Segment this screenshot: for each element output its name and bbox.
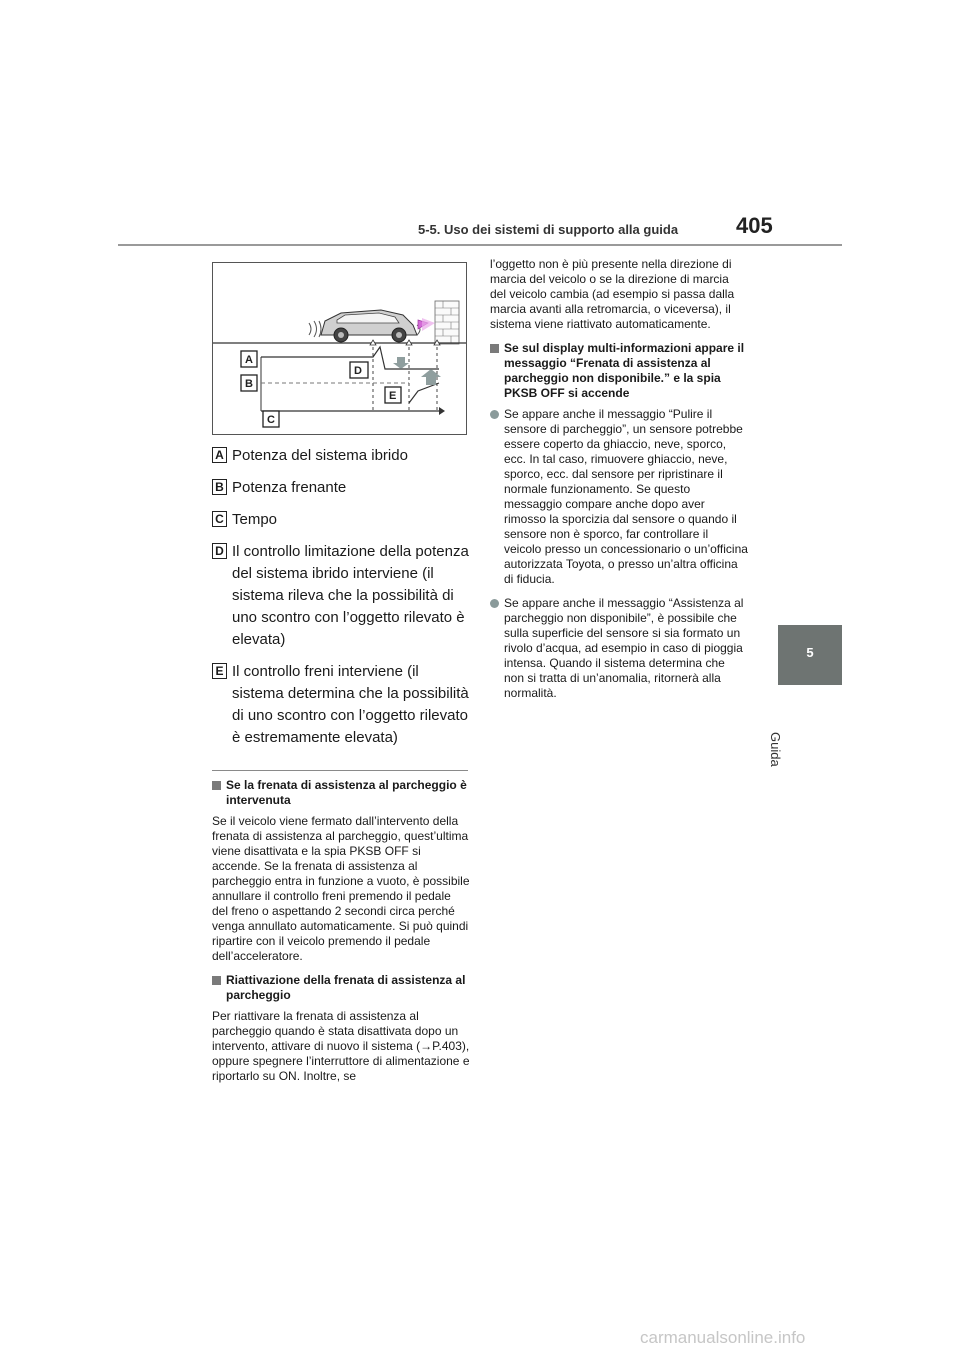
legend-tag-b: B xyxy=(212,479,227,495)
chapter-tab xyxy=(778,625,842,685)
legend-text-d: Il controllo limitazione della potenza del sistema ibrido interviene (il sistema rileva che la possibilità di uno scontro con l’oggetto rilevato è elevata) xyxy=(232,543,469,648)
figure-diagram xyxy=(212,262,467,435)
legend-tag-a: A xyxy=(212,447,227,463)
legend-item-b xyxy=(212,477,472,499)
brake-curve xyxy=(409,383,439,403)
watermark: carmanualsonline.info xyxy=(640,1328,806,1347)
legend-text-b: Potenza frenante xyxy=(232,479,347,496)
left-column xyxy=(212,778,470,1093)
paragraph: Se il veicolo viene fermato dall’intervento della frenata di assistenza al parcheggio, quest’ultima viene disattivata e la spia PKSB OFF si accende. Se la frenata di assistenza al parcheggio entra in funzione a vuoto, è possibile annullare il controllo freni premendo il pedale del freno o aspettando 2 secondi circa perché venga annullato automaticamente. Si può quindi ripartire con il veicolo premendo il pedale dell’acceleratore. xyxy=(212,814,470,963)
legend-text-c: Tempo xyxy=(232,511,278,528)
parking-brake-diagram xyxy=(213,263,466,434)
chapter-label: Guida xyxy=(768,732,783,767)
header-rule xyxy=(118,244,842,246)
subheading-text: Se la frenata di assistenza al parcheggio è intervenuta xyxy=(226,778,467,807)
figure-label-e: E xyxy=(389,390,397,402)
square-bullet-icon xyxy=(212,781,221,790)
section-title: 5-5. Uso dei sistemi di supporto alla guida xyxy=(418,222,679,237)
legend-item-c xyxy=(212,509,472,531)
legend-tag-d: D xyxy=(212,543,227,559)
car-icon xyxy=(309,310,435,342)
bullet-text: Se appare anche il messaggio “Pulire il sensore di parcheggio”, un sensore potrebbe essere coperto da ghiaccio, neve, sporco, ecc. In tal caso, rimuovere ghiaccio, neve, sporco, ecc. dal sensore per ripristinare il normale funzionamento. Se questo messaggio compare anche dopo aver rimosso la sporcizia dal sensore o quando il sensore non è sporco, far controllare il veicolo presso un concessionario o un’officina autorizzata Toyota, o presso un’altra officina di fiducia. xyxy=(504,407,748,586)
subheading-text: Se sul display multi-informazioni appare il messaggio “Frenata di assistenza al parcheggio non disponibile.” e la spia PKSB OFF si accende xyxy=(504,341,745,400)
figure-label-c: C xyxy=(267,414,275,426)
section-divider xyxy=(212,770,468,771)
paragraph: l’oggetto non è più presente nella direzione di marcia del veicolo o se la direzione di marcia del veicolo cambia (ad esempio si passa dalla marcia avanti alla retromarcia, o viceversa), il sistema viene riattivato automaticamente. xyxy=(490,257,735,331)
square-bullet-icon xyxy=(212,976,221,985)
chapter-number: 5 xyxy=(806,645,814,660)
circle-bullet-icon xyxy=(490,410,499,419)
square-bullet-icon xyxy=(490,344,499,353)
page-number: 405 xyxy=(736,213,773,238)
subheading-reactivation xyxy=(212,973,470,1003)
chapter-label-wrap xyxy=(768,692,815,767)
figure-label-d: D xyxy=(354,365,362,377)
right-column xyxy=(490,257,748,710)
legend-item-e xyxy=(212,661,472,749)
down-arrow-icon xyxy=(393,357,409,369)
figure-legend xyxy=(212,445,472,759)
figure-label-b: B xyxy=(245,378,253,390)
wall-icon xyxy=(435,301,459,344)
subheading-assist-braking-operated xyxy=(212,778,470,808)
bullet-item xyxy=(490,596,748,701)
legend-item-a xyxy=(212,445,472,467)
paragraph: Per riattivare la frenata di assistenza al parcheggio quando è stata disattivata dopo un intervento, attivare di nuovo il sistema (→P.403), oppure spegnere l’interruttore di alimentazione e riportarlo su ON. Inoltre, se xyxy=(212,1009,470,1083)
legend-text-a: Potenza del sistema ibrido xyxy=(232,447,408,464)
legend-item-d xyxy=(212,541,472,651)
bullet-text: Se appare anche il messaggio “Assistenza al parcheggio non disponibile”, è possibile che sulla superficie del sensore si sia formato un rivolo d’acqua, ad esempio in caso di pioggia intensa. Quando il sistema determina che non si tratta di un’anomalia, ritornerà alla normalità. xyxy=(504,596,744,700)
bullet-item xyxy=(490,407,748,587)
subheading-message-display xyxy=(490,341,748,401)
up-arrow-icon xyxy=(421,369,441,385)
subheading-text: Riattivazione della frenata di assistenza al parcheggio xyxy=(226,973,466,1002)
time-arrow-icon xyxy=(439,407,445,415)
legend-text-e: Il controllo freni interviene (il sistema determina che la possibilità di uno scontro con l’oggetto rilevato è estremamente elevata) xyxy=(232,663,469,746)
legend-tag-c: C xyxy=(212,511,227,527)
legend-tag-e: E xyxy=(212,663,227,679)
circle-bullet-icon xyxy=(490,599,499,608)
figure-label-a: A xyxy=(245,354,253,366)
